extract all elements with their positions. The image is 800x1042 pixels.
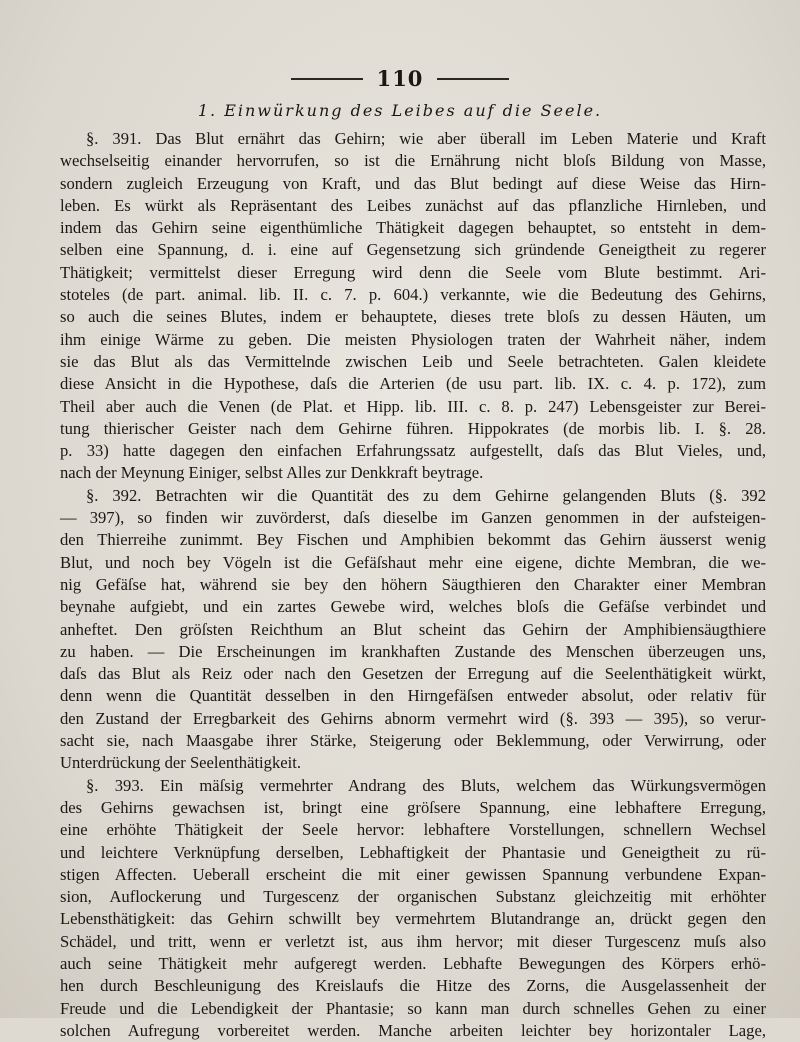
text-line: zu haben. — Die Erscheinungen im krankhaften Zustande des Menschen überzeugen uns,: [60, 641, 766, 661]
text-line: Unterdrückung der Seelenthätigkeit.: [60, 753, 301, 773]
text-line: Freude und die Lebendigkeit der Phantasie; so kann man durch schnelles Gehen zu einer: [60, 998, 766, 1018]
text-line: sion, Auflockerung und Turgescenz der organischen Substanz gleichzeitig mit erhöhter: [60, 887, 766, 907]
text-line: den Thierreihe zunimmt. Bey Fischen und Amphibien bekommt das Gehirn äusserst wenig: [60, 530, 766, 550]
text-line: — 397), so finden wir zuvörderst, daſs dieselbe im Ganzen genommen in der aufsteigen-: [60, 508, 766, 528]
text-line: sondern zugleich Erzeugung von Kraft, und das Blut bedingt auf diese Weise das Hirn-: [60, 173, 766, 193]
text-line: denn wenn die Quantität desselben in den Hirngefäſsen entweder absolut, oder relativ für: [60, 686, 766, 706]
text-line: stigen Affecten. Ueberall erscheint die mit einer gewissen Spannung verbundene Expan-: [60, 864, 766, 884]
text-line: den Zustand der Erregbarkeit des Gehirns abnorm vermehrt wird (§. 393 — 395), so verur-: [60, 708, 766, 728]
text-line: wechselseitig einander hervorrufen, so ist die Ernährung nicht bloſs Bildung von Masse,: [60, 151, 766, 171]
text-line: solchen Aufregung vorbereitet werden. Manche arbeiten leichter bey horizontaler Lage,: [60, 1020, 766, 1040]
text-line: Thätigkeit; vermittelst dieser Erregung wird denn die Seele vom Blute bestimmt. Ari-: [60, 262, 766, 282]
header-rule-right: [437, 78, 509, 80]
text-line: und leichtere Verknüpfung derselben, Lebhaftigkeit der Phantasie und Geneigtheit zu rü-: [60, 842, 766, 862]
text-line: p. 33) hatte dagegen den einfachen Erfahrungssatz aufgestellt, daſs das Blut Vieles, und,: [60, 441, 766, 461]
text-line: nach der Meynung Einiger, selbst Alles zur Denkkraft beytrage.: [60, 463, 484, 483]
header-rule-left: [291, 78, 363, 80]
text-line: Blut, und noch bey Vögeln ist die Gefäſshaut mehr eine eigene, dichte Membran, die we-: [60, 552, 766, 572]
text-line: eine erhöhte Thätigkeit der Seele hervor: lebhaftere Vorstellungen, schnellern Wechsel: [60, 820, 766, 840]
text-line: beynahe aufgiebt, und ein zartes Gewebe wird, welches bloſs die Gefäſse verbindet und: [60, 597, 766, 617]
text-line: hen durch Beschleunigung des Kreislaufs die Hitze des Zorns, die Ausgelassenheit der: [60, 976, 766, 996]
text-line: tung thierischer Geister nach dem Gehirne führen. Hippokrates (de morbis lib. I. §. 28.: [60, 418, 766, 438]
text-line: sacht sie, nach Maasgabe ihrer Stärke, Steigerung oder Beklemmung, oder Verwirrung, oder: [60, 731, 766, 751]
text-line: nig Gefäſse hat, während sie bey den höhern Säugthieren den Charakter einer Membran: [60, 574, 766, 594]
text-line: §. 391. Das Blut ernährt das Gehirn; wie aber überall im Leben Materie und Kraft: [86, 129, 766, 148]
text-line: so auch die seines Blutes, indem er behauptete, dieses trete bloſs zu dessen Häuten, um: [60, 307, 766, 327]
text-line: leben. Es würkt als Repräsentant des Leibes zunächst auf das pflanzliche Hirnleben, und: [60, 195, 766, 215]
body-text: [60, 128, 766, 1042]
text-line: §. 393. Ein mäſsig vermehrter Andrang des Bluts, welchem das Würkungsvermögen: [86, 775, 766, 795]
text-line: stoteles (de part. animal. lib. II. c. 7. p. 604.) verkannte, wie die Bedeutung des Gehirns,: [60, 285, 766, 305]
text-line: selben eine Spannung, d. i. eine auf Gegensetzung sich gründende Geneigtheit zu regerer: [60, 240, 766, 260]
text-line: indem das Gehirn seine eigenthümliche Thätigkeit dagegen behauptet, so entsteht in dem-: [60, 218, 766, 238]
section-heading: 1. Einwürkung des Leibes auf die Seele.: [197, 101, 603, 120]
text-line: Theil aber auch die Venen (de Plat. et Hipp. lib. III. c. 8. p. 247) Lebensgeister zur Berei-: [60, 396, 766, 416]
text-line: §. 392. Betrachten wir die Quantität des zu dem Gehirne gelangenden Bluts (§. 392: [86, 485, 766, 505]
text-line: Lebensthätigkeit: das Gehirn schwillt bey vermehrtem Blutandrange an, drückt gegen den: [60, 909, 766, 929]
text-line: sie das Blut als das Vermittelnde zwischen Leib und Seele betrachteten. Galen kleidete: [60, 351, 766, 371]
text-line: ihm einige Wärme zu geben. Die meisten Physiologen traten der Wahrheit näher, indem: [60, 329, 766, 349]
page-header: [0, 66, 800, 91]
text-line: daſs das Blut als Reiz oder nach den Gesetzen der Erregung auf die Seelenthätigkeit würkt,: [60, 664, 766, 684]
text-line: diese Ansicht in die Hypothese, daſs die Arterien (de usu part. lib. IX. c. 4. p. 172), zum: [60, 374, 766, 394]
text-line: des Gehirns gewachsen ist, bringt eine gröſsere Spannung, eine lebhaftere Erregung,: [60, 797, 766, 817]
page-number: 110: [376, 66, 424, 91]
text-line: auch seine Thätigkeit mehr aufgeregt werden. Lebhafte Bewegungen des Körpers erhö-: [60, 953, 766, 973]
text-line: anheftet. Den gröſsten Reichthum an Blut scheint das Gehirn der Amphibiensäugthiere: [60, 619, 766, 639]
text-line: Schädel, und tritt, wenn er verletzt ist, aus ihm hervor; mit dieser Turgescenz muſs also: [60, 931, 766, 951]
